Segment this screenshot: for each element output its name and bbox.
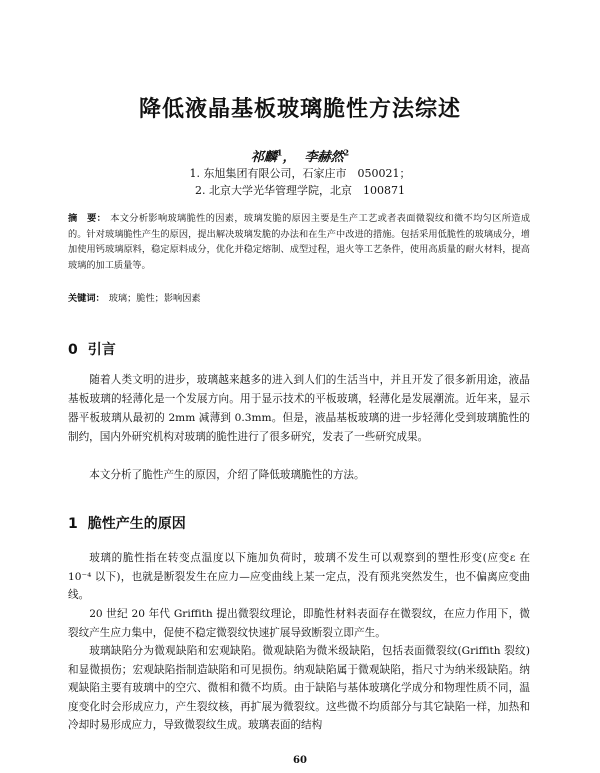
keywords-text: 玻璃；脆性；影响因素 [108, 293, 201, 304]
paragraph: 随着人类文明的进步，玻璃越来越多的进入到人们的生活当中，并且开发了很多新用途，液晶基板玻璃的轻薄化是一个发展方向。用于显示技术的平板玻璃，轻薄化是发展潮流。近年来，显示器平板玻璃从最初的 2mm 减薄到 0.3mm。但是，液晶基板玻璃的进一步轻薄化受到玻璃脆性的制约，国内外研究机构对玻璃的脆性进行了很多研究，发表了一些研究成果。 [68, 374, 530, 443]
author-name: 祁麟 [250, 150, 277, 165]
section-title: 脆性产生的原因 [87, 516, 186, 532]
section-heading-introduction [68, 339, 116, 359]
abstract-text: 本文分析影响玻璃脆性的因素，玻璃发脆的原因主要是生产工艺或者表面微裂纹和微不均匀区所造成的。针对玻璃脆性产生的原因，提出解决玻璃发脆的办法和在生产中改进的措施。包括采用低脆性的玻璃成分，增加使用钙玻璃原料，稳定原料成分，优化并稳定熔制、成型过程，退火等工艺条件，使用高质量的耐火材料，提高玻璃的加工质量等。 [68, 213, 531, 271]
section-title: 引言 [87, 342, 116, 358]
affiliation: 1. 东旭集团有限公司，石家庄市 050021； [189, 167, 411, 180]
author-line [0, 146, 600, 165]
affiliation: 2. 北京大学光华管理学院，北京 100871 [195, 184, 405, 197]
abstract-label: 摘 要： [68, 213, 107, 224]
page-number: 60 [293, 755, 307, 766]
paragraph: 玻璃缺陷分为微观缺陷和宏观缺陷。微观缺陷为微米级缺陷，包括表面微裂纹(Griffith 裂纹)和显微损伤；宏观缺陷指制造缺陷和可见损伤。纳观缺陷属于微观缺陷，指尺寸为纳米级缺陷。纳观缺陷主要有玻璃中的空穴、微相和微不均质。由于缺陷与基体玻璃化学成分和物理性质不同，温度变化时会形成应力，产生裂纹核，再扩展为微裂纹。这些微不均质部分与其它缺陷一样，加热和冷却时易形成应力，导致微裂纹生成。玻璃表面的结构 [68, 645, 530, 731]
author-separator: ， [282, 150, 296, 165]
section-number: 1 [68, 516, 78, 532]
section-heading-causes [68, 513, 186, 533]
affiliation-marker: 2 [343, 147, 350, 158]
paragraph: 本文分析了脆性产生的原因，介绍了降低玻璃脆性的方法。 [89, 469, 365, 481]
keywords-label: 关键词： [68, 293, 105, 304]
paper-title: 降低液晶基板玻璃脆性方法综述 [138, 97, 461, 122]
author-name: 李赫然 [304, 150, 344, 165]
abstract [68, 211, 530, 273]
section-number: 0 [68, 342, 78, 358]
paragraph: 玻璃的脆性指在转变点温度以下施加负荷时，玻璃不发生可以观察到的塑性形变(应变ε 在 10⁻⁴ 以下)，也就是断裂发生在应力—应变曲线上某一定点，没有预兆突然发生，也不偏离应变曲线。 [68, 552, 530, 601]
affiliation-marker: 1 [276, 147, 283, 158]
keywords [68, 290, 530, 304]
paragraph: 20 世纪 20 年代 Griffith 提出微裂纹理论，即脆性材料表面存在微裂纹，在应力作用下，微裂纹产生应力集中，促使不稳定微裂纹快速扩展导致断裂立即产生。 [68, 608, 530, 639]
